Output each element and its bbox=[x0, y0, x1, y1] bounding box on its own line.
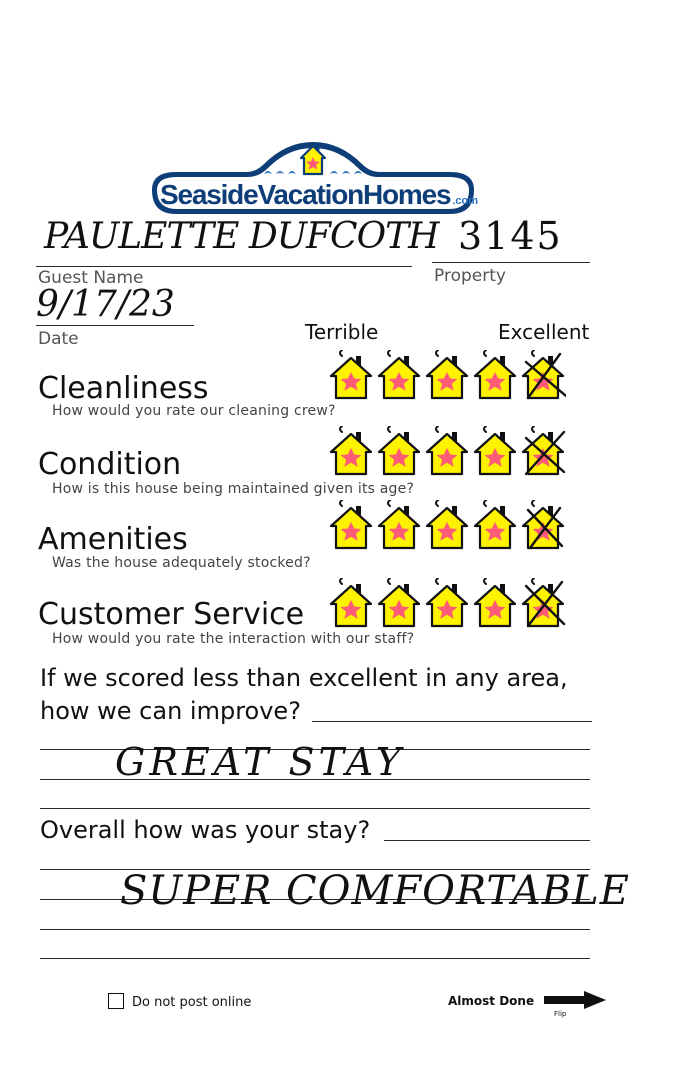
brand-name-text: SeasideVacationHomes bbox=[160, 179, 451, 210]
guest-name-line bbox=[36, 266, 412, 267]
scale-low-label: Terrible bbox=[305, 320, 379, 344]
guest-name-label: Guest Name bbox=[38, 268, 144, 288]
improve-question-line1: If we scored less than excellent in any area, bbox=[40, 664, 568, 692]
house-rating-1[interactable] bbox=[328, 350, 374, 400]
date-line bbox=[36, 325, 194, 326]
category-question-customer-service: How would you rate the interaction with our staff? bbox=[52, 631, 415, 647]
property-value: 3145 bbox=[458, 214, 563, 258]
house-rating-1[interactable] bbox=[328, 426, 374, 476]
house-rating-5-marked[interactable] bbox=[520, 350, 566, 400]
brand-name bbox=[160, 179, 478, 211]
improve-line-4[interactable] bbox=[40, 808, 590, 809]
house-rating-1[interactable] bbox=[328, 578, 374, 628]
date-value: 9/17/23 bbox=[36, 284, 175, 325]
overall-line-4[interactable] bbox=[40, 929, 590, 930]
flip-label: Flip bbox=[554, 1010, 567, 1018]
house-rating-5-marked[interactable] bbox=[520, 426, 566, 476]
house-rating-3[interactable] bbox=[424, 500, 470, 550]
category-question-condition: How is this house being maintained given its age? bbox=[52, 481, 415, 497]
house-rating-4[interactable] bbox=[472, 350, 518, 400]
scale-high-label: Excellent bbox=[498, 320, 590, 344]
brand-suffix: .com bbox=[452, 195, 479, 207]
house-rating-3[interactable] bbox=[424, 426, 470, 476]
almost-done-label: Almost Done bbox=[448, 994, 535, 1008]
improve-line-1[interactable] bbox=[312, 721, 592, 722]
date-label: Date bbox=[38, 329, 79, 349]
improve-question-line2: how we can improve? bbox=[40, 697, 301, 725]
guest-name-value: PAULETTE DUFCOTH bbox=[44, 216, 439, 257]
house-rating-2[interactable] bbox=[376, 500, 422, 550]
category-question-cleanliness: How would you rate our cleaning crew? bbox=[52, 403, 336, 419]
rating-row-cleanliness[interactable] bbox=[328, 350, 566, 400]
overall-answer: SUPER COMFORTABLE bbox=[120, 868, 630, 914]
house-rating-3[interactable] bbox=[424, 578, 470, 628]
do-not-post-label: Do not post online bbox=[132, 995, 252, 1010]
overall-line-5[interactable] bbox=[40, 958, 590, 959]
rating-row-amenities[interactable] bbox=[328, 500, 566, 550]
arrow-right-icon[interactable] bbox=[544, 990, 608, 1010]
category-title-cleanliness: Cleanliness bbox=[38, 371, 209, 406]
category-title-customer-service: Customer Service bbox=[38, 597, 305, 632]
category-title-amenities: Amenities bbox=[38, 522, 188, 557]
improve-answer: GREAT STAY bbox=[115, 740, 405, 784]
category-title-condition: Condition bbox=[38, 447, 182, 482]
house-rating-4[interactable] bbox=[472, 426, 518, 476]
house-rating-2[interactable] bbox=[376, 426, 422, 476]
house-rating-4[interactable] bbox=[472, 500, 518, 550]
do-not-post-checkbox[interactable] bbox=[108, 993, 124, 1009]
overall-line-1[interactable] bbox=[384, 840, 590, 841]
house-rating-3[interactable] bbox=[424, 350, 470, 400]
house-rating-5-marked[interactable] bbox=[520, 578, 566, 628]
category-question-amenities: Was the house adequately stocked? bbox=[52, 555, 311, 571]
house-rating-2[interactable] bbox=[376, 578, 422, 628]
property-label: Property bbox=[434, 266, 506, 286]
house-rating-2[interactable] bbox=[376, 350, 422, 400]
overall-question: Overall how was your stay? bbox=[40, 816, 371, 844]
rating-row-customer-service[interactable] bbox=[328, 578, 566, 628]
rating-row-condition[interactable] bbox=[328, 426, 566, 476]
house-rating-1[interactable] bbox=[328, 500, 374, 550]
property-line bbox=[432, 262, 590, 263]
house-rating-5-marked[interactable] bbox=[520, 500, 566, 550]
house-rating-4[interactable] bbox=[472, 578, 518, 628]
